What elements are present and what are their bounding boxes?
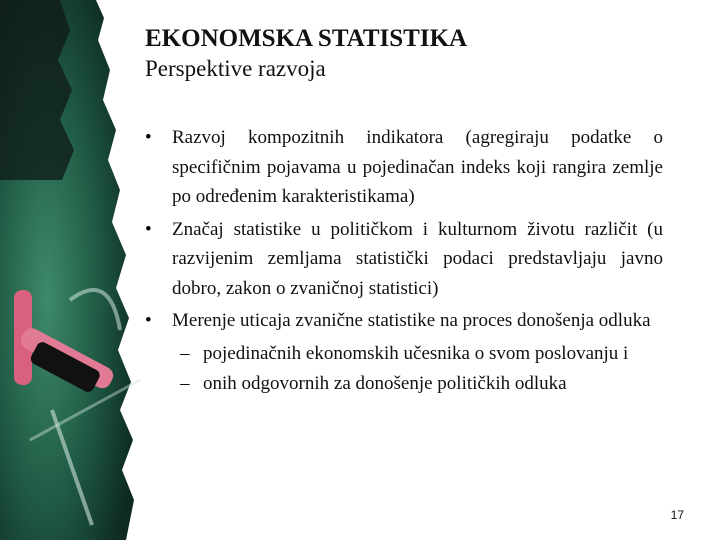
bullet-icon: • bbox=[145, 218, 152, 240]
chalkboard-decoration bbox=[0, 0, 150, 540]
sub-bullet-item bbox=[145, 369, 665, 399]
dash-icon: – bbox=[180, 342, 190, 364]
bullet-item bbox=[145, 123, 663, 212]
sub-bullet-item bbox=[145, 339, 665, 369]
bullet-text: Merenje uticaja zvanične statistike na proces donošenja odluka bbox=[172, 310, 651, 331]
sub-bullet-text: pojedinačnih ekonomskih učesnika o svom poslovanju i bbox=[203, 342, 629, 364]
page-number: 17 bbox=[670, 508, 684, 522]
slide-subtitle: Perspektive razvoja bbox=[145, 56, 326, 81]
bullet-item bbox=[145, 306, 663, 336]
bullet-icon: • bbox=[145, 310, 152, 331]
slide-title: EKONOMSKA STATISTIKA bbox=[145, 25, 468, 52]
bullet-text: Značaj statistike u političkom i kulturnom životu različit (u razvijenim zemljama statistički podaci predstavljaju javno dobro, zakon o zvaničnoj statistici) bbox=[172, 218, 663, 299]
bullet-icon: • bbox=[145, 127, 152, 148]
slide-content bbox=[145, 24, 665, 400]
bullet-item bbox=[145, 215, 663, 304]
bullet-list bbox=[145, 123, 665, 399]
sub-bullet-text: onih odgovornih za donošenje političkih odluka bbox=[203, 373, 567, 394]
bullet-text: Razvoj kompozitnih indikatora (agregiraju podatke o specifičnim pojavama u pojedinačan indeks koji rangira zemlje po određenim karakteristikama) bbox=[172, 127, 663, 207]
dash-icon: – bbox=[180, 373, 190, 394]
